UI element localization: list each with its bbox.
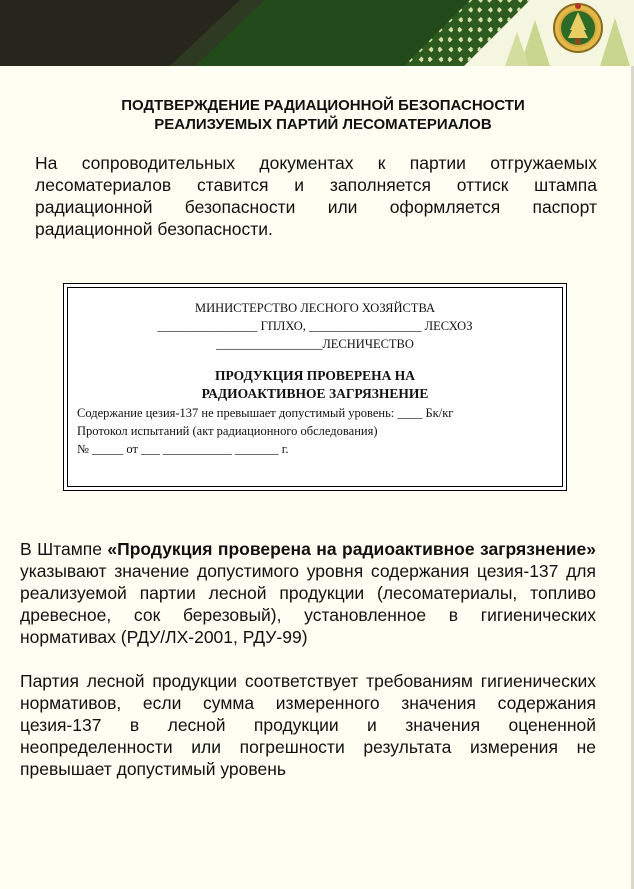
- forestry-emblem-icon: [554, 3, 602, 52]
- stamp-heading-2: РАДИОАКТИВНОЕ ЗАГРЯЗНЕНИЕ: [201, 386, 429, 401]
- para2-stamp-name: «Продукция проверена на радиоактивное загрязнение»: [107, 539, 596, 559]
- stamp-lesnichestvo-line: _________________ЛЕСНИЧЕСТВО: [216, 337, 414, 351]
- compliance-paragraph: Партия лесной продукции соответствует требованиям гигиенических нормативов, если сумма измеренного значения содержания цезия-137 в лесной продукции и значения оцененной неопределенности или погрешности результата измерения не превышает допустимый уровень: [20, 671, 596, 779]
- para2-rest: указывают значение допустимого уровня содержания цезия-137 для реализуемой партии лесной продукции (лесоматериалы, топливо древесное, сок березовый), установленное в гигиенических нормативах (РДУ/ЛХ-2001, РДУ-99): [20, 561, 596, 647]
- para2-lead: В Штампе: [20, 539, 108, 559]
- stamp-explanation-paragraph: [20, 538, 596, 648]
- stamp-leshoz-line: ________________ ГПЛХО, __________________ ЛЕСХОЗ: [157, 319, 473, 333]
- header-banner: [0, 0, 634, 66]
- stamp-heading-1: ПРОДУКЦИЯ ПРОВЕРЕНА НА: [214, 368, 416, 383]
- page-title: [40, 96, 606, 134]
- intro-paragraph: На сопроводительных документах к партии отгружаемых лесоматериалов ставится и заполняется оттиск штампа радиационной безопасности или оформляется паспорт радиационной безопасности.: [35, 153, 597, 239]
- radiation-stamp: [63, 283, 567, 491]
- stamp-number-date: № _____ от ___ ___________ _______ г.: [77, 442, 289, 456]
- title-line-1: ПОДТВЕРЖДЕНИЕ РАДИАЦИОННОЙ БЕЗОПАСНОСТИ: [121, 97, 525, 114]
- title-line-2: РЕАЛИЗУЕМЫХ ПАРТИЙ ЛЕСОМАТЕРИАЛОВ: [154, 116, 492, 133]
- stamp-protocol: Протокол испытаний (акт радиационного обследования): [77, 424, 378, 438]
- banner-graphic: [0, 0, 634, 66]
- stamp-ministry: МИНИСТЕРСТВО ЛЕСНОГО ХОЗЯЙСТВА: [194, 301, 436, 315]
- stamp-cesium-content: Содержание цезия-137 не превышает допустимый уровень: ____ Бк/кг: [77, 406, 454, 420]
- stamp-frame: [67, 287, 563, 487]
